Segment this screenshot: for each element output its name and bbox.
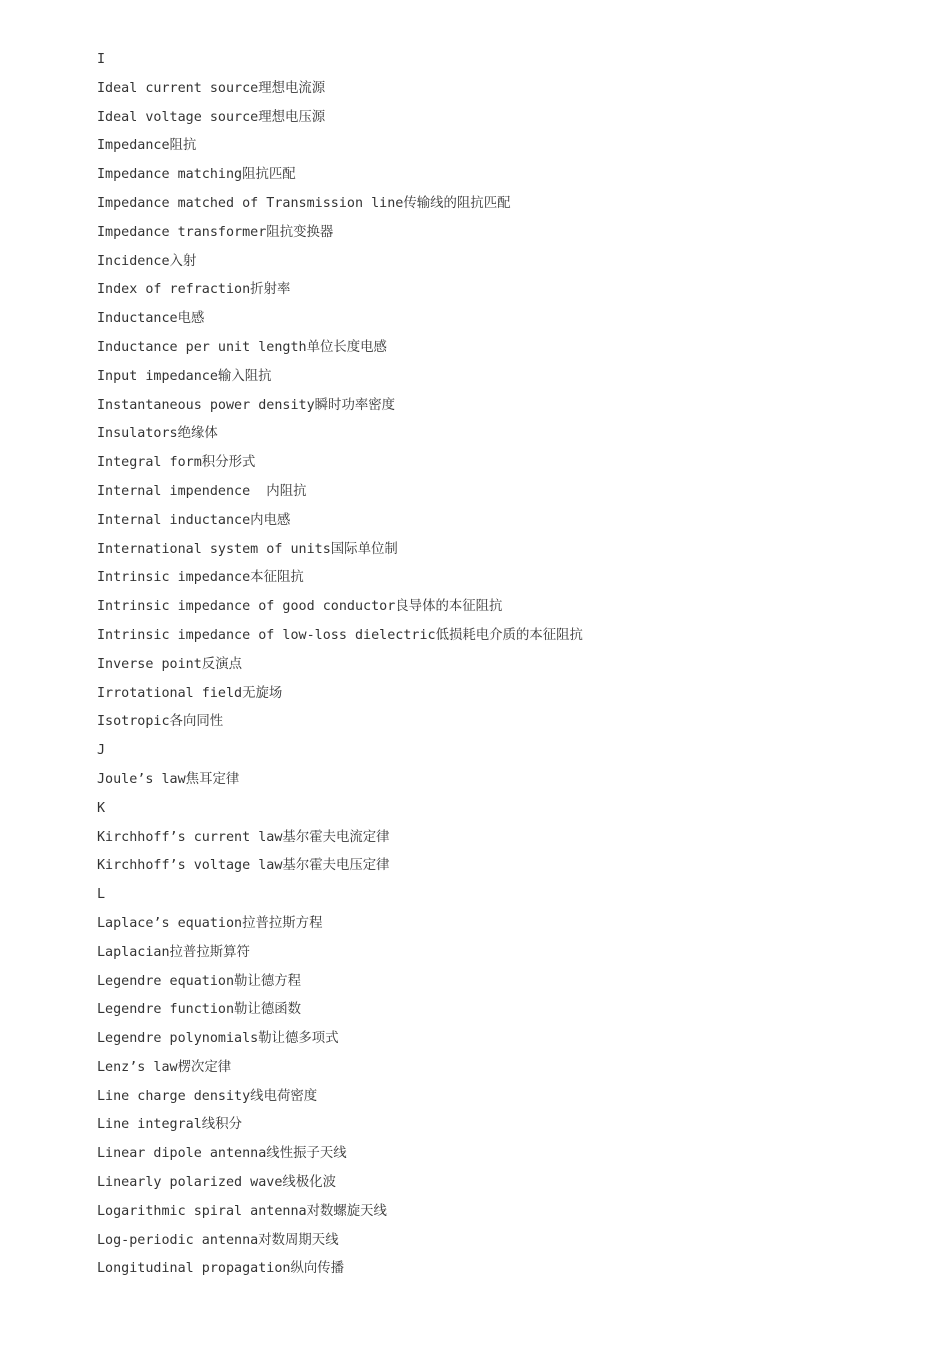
glossary-entry: Linearly polarized wave线极化波	[97, 1175, 336, 1191]
section-letter-l: L	[97, 887, 106, 903]
section-letter-j: J	[97, 743, 106, 759]
glossary-entry: Legendre function勒让德函数	[97, 1002, 302, 1018]
glossary-entry: Impedance matching阻抗匹配	[97, 167, 296, 183]
glossary-entry: Logarithmic spiral antenna对数螺旋天线	[97, 1203, 387, 1219]
glossary-entry: Internal inductance内电感	[97, 512, 291, 528]
glossary-entry: Intrinsic impedance of good conductor良导体的本征阻抗	[97, 599, 503, 615]
section-letter-i: I	[97, 52, 106, 67]
glossary-entry: Isotropic各向同性	[97, 714, 224, 730]
glossary-entry: International system of units国际单位制	[97, 541, 398, 557]
glossary-entry: Index of refraction折射率	[97, 282, 291, 298]
glossary-entry: Irrotational field无旋场	[97, 685, 283, 701]
glossary-entry: Laplace’s equation拉普拉斯方程	[97, 915, 323, 931]
glossary-entry: Ideal current source理想电流源	[97, 80, 326, 96]
glossary-entry: Linear dipole antenna线性振子天线	[97, 1146, 347, 1162]
glossary-entry: Instantaneous power density瞬时功率密度	[97, 397, 396, 413]
glossary-entry: Inductance per unit length单位长度电感	[97, 339, 387, 355]
glossary-entry: Intrinsic impedance本征阻抗	[97, 570, 304, 586]
glossary-entry: Intrinsic impedance of low-loss dielectric低损耗电介质的本征阻抗	[97, 627, 583, 643]
glossary-entry: Integral form积分形式	[97, 455, 256, 471]
glossary-entry: Inductance电感	[97, 311, 205, 327]
glossary-entry: Laplacian拉普拉斯算符	[97, 944, 250, 960]
glossary-entry: Impedance matched of Transmission line传输线的阻抗匹配	[97, 195, 511, 211]
glossary-entry: Impedance阻抗	[97, 138, 197, 154]
glossary-entry: Internal impendence 内阻抗	[97, 483, 307, 499]
glossary-entry: Impedance transformer阻抗变换器	[97, 224, 334, 240]
section-letter-k: K	[97, 800, 106, 816]
glossary-entry: Joule’s law焦耳定律	[97, 771, 240, 787]
glossary-page	[97, 46, 917, 1284]
glossary-entry: Lenz’s law楞次定律	[97, 1059, 232, 1075]
glossary-entry: Kirchhoff’s voltage law基尔霍夫电压定律	[97, 858, 390, 874]
glossary-entry: Insulators绝缘体	[97, 426, 218, 442]
glossary-entry: Longitudinal propagation纵向传播	[97, 1261, 345, 1277]
glossary-entry: Line integral线积分	[97, 1117, 242, 1133]
glossary-entry: Input impedance输入阻抗	[97, 368, 272, 384]
glossary-entry: Legendre polynomials勒让德多项式	[97, 1031, 339, 1047]
glossary-entry: Kirchhoff’s current law基尔霍夫电流定律	[97, 829, 390, 845]
glossary-entry: Legendre equation勒让德方程	[97, 973, 302, 989]
glossary-entry: Ideal voltage source理想电压源	[97, 109, 326, 125]
glossary-entry: Incidence入射	[97, 253, 197, 269]
glossary-entry: Inverse point反演点	[97, 656, 242, 672]
glossary-entry: Log-periodic antenna对数周期天线	[97, 1232, 339, 1248]
glossary-entry: Line charge density线电荷密度	[97, 1088, 318, 1104]
